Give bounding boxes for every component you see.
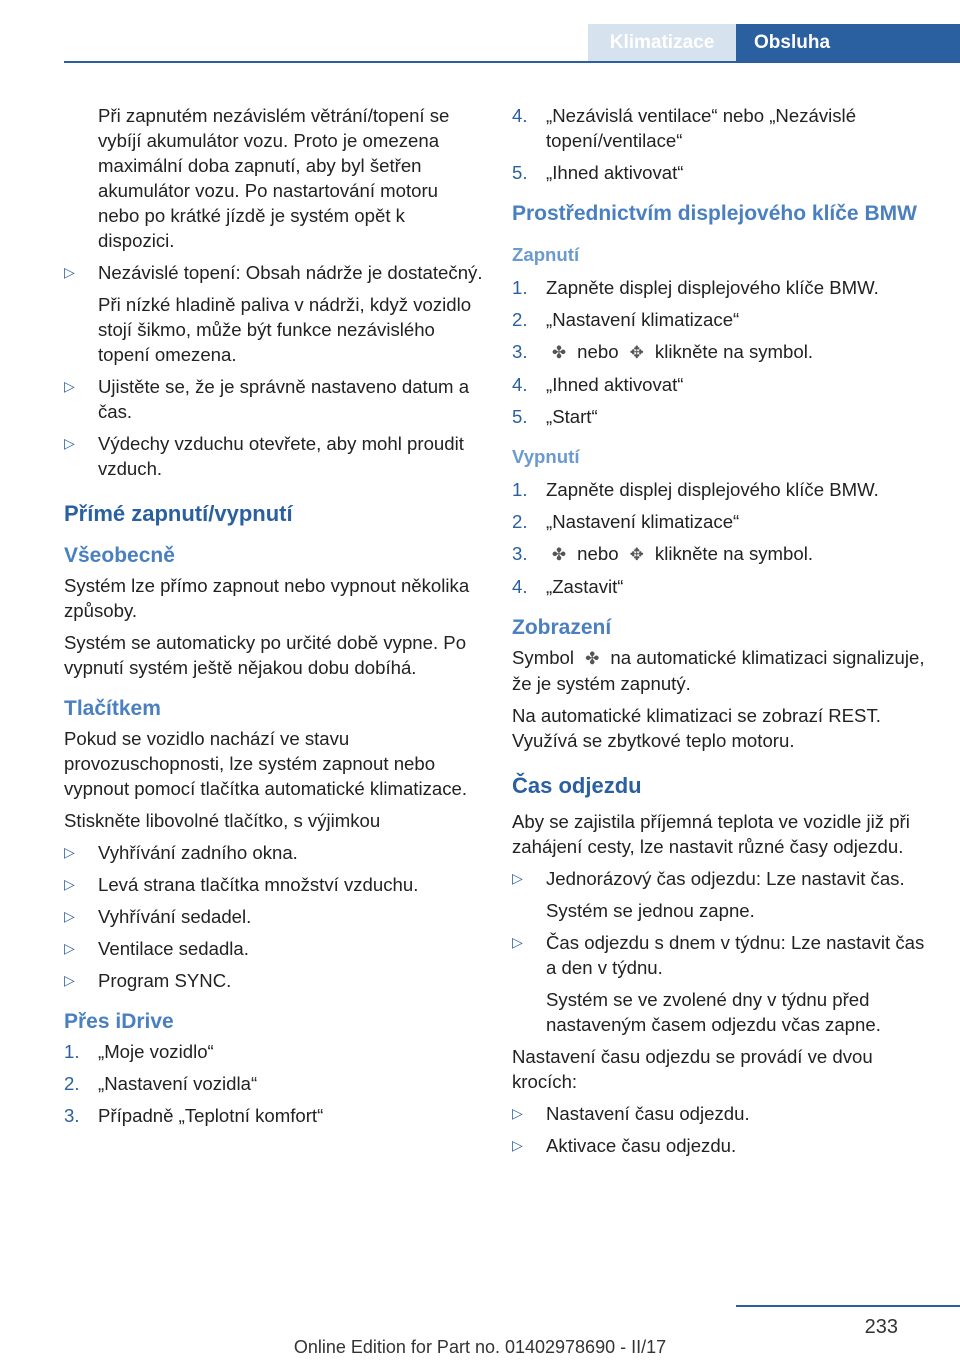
edition-footer: Online Edition for Part no. 01402978690 - II/17 bbox=[293, 1337, 667, 1357]
fan-heat-icon: ✥ bbox=[629, 343, 644, 362]
triangle-bullet-icon: ▷ bbox=[512, 1137, 523, 1153]
heading-idrive: Přes iDrive bbox=[64, 1010, 174, 1033]
triangle-bullet-icon: ▷ bbox=[64, 264, 75, 280]
off-step: 1. Zapněte displej displejového klíče BMW. bbox=[512, 479, 879, 500]
off-step: 3. ✤ nebo ✥ klikněte na symbol. bbox=[512, 541, 934, 567]
setting-step: ▷ Aktivace času odjezdu. bbox=[512, 1135, 737, 1156]
right-column bbox=[512, 103, 934, 1165]
exception-item: ▷ Vyhřívání sedadel. bbox=[64, 906, 252, 927]
on-step: 2. „Nastavení klimatizace“ bbox=[512, 309, 740, 330]
fan-heat-icon: ✥ bbox=[629, 545, 644, 564]
heading-switch-on: Zapnutí bbox=[512, 244, 580, 265]
prereq-bullet: ▷ Ujistěte se, že je správně nastaveno datum a čas. bbox=[64, 376, 470, 422]
button-paragraph: Stiskněte libovolné tlačítko, s výjimkou bbox=[64, 810, 381, 831]
departure-bullet: ▷ Jednorázový čas odjezdu: Lze nastavit čas. bbox=[512, 868, 905, 889]
general-paragraph: Systém se automaticky po určité době vypne. Po vypnutí systém ještě nějakou dobu dobíhá. bbox=[64, 632, 467, 678]
prereq-bullet: ▷ Výdechy vzduchu otevřete, aby mohl proudit vzduch. bbox=[64, 433, 464, 479]
on-step: 5. „Start“ bbox=[512, 406, 598, 427]
on-step: 4. „Ihned aktivovat“ bbox=[512, 374, 684, 395]
fan-icon: ✤ bbox=[551, 343, 567, 362]
on-step: 1. Zapněte displej displejového klíče BMW. bbox=[512, 277, 879, 298]
triangle-bullet-icon: ▷ bbox=[512, 934, 523, 950]
fan-icon: ✤ bbox=[551, 545, 567, 564]
heading-direct-switch: Přímé zapnutí/vypnutí bbox=[64, 501, 293, 526]
triangle-bullet-icon: ▷ bbox=[64, 378, 75, 394]
heading-button: Tlačítkem bbox=[64, 697, 161, 720]
intro-paragraph: Při zapnutém nezávislém větrání/topení se vybíjí akumulátor vozu. Proto je omezena maximální doba zapnutí, aby byl šetřen akumulátor vozu. Po nastartování motoru nebo po krátké jízdě je systém opět k dispozici. bbox=[98, 105, 450, 251]
display-paragraph: Symbol ✤ na automatické klimatizaci signalizuje, že je systém zapnutý. bbox=[512, 647, 925, 694]
triangle-bullet-icon: ▷ bbox=[64, 908, 75, 924]
general-paragraph: Systém lze přímo zapnout nebo vypnout několika způsoby. bbox=[64, 575, 470, 621]
off-step: 4. „Zastavit“ bbox=[512, 576, 624, 597]
idrive-step: 1. „Moje vozidlo“ bbox=[64, 1041, 214, 1062]
departure-bullet: ▷ Čas odjezdu s dnem v týdnu: Lze nastavit čas a den v týdnu. bbox=[512, 932, 925, 978]
setting-step: ▷ Nastavení času odjezdu. bbox=[512, 1103, 750, 1124]
fan-icon: ✤ bbox=[585, 649, 600, 668]
heading-switch-off: Vypnutí bbox=[512, 446, 580, 467]
triangle-bullet-icon: ▷ bbox=[512, 1105, 523, 1121]
setting-paragraph: Nastavení času odjezdu se provádí ve dvou krocích: bbox=[512, 1046, 873, 1092]
triangle-bullet-icon: ▷ bbox=[64, 876, 75, 892]
on-step: 3. ✤ nebo ✥ klikněte na symbol. bbox=[512, 339, 934, 365]
idrive-step: 3. Případně „Teplotní komfort“ bbox=[64, 1105, 324, 1126]
triangle-bullet-icon: ▷ bbox=[64, 844, 75, 860]
left-column bbox=[64, 103, 484, 1135]
bullet-subtext: Systém se ve zvolené dny v týdnu před nastaveným časem odjezdu včas zapne. bbox=[546, 989, 881, 1035]
heading-display-key: Prostřednictvím displejového klíče BMW bbox=[512, 202, 917, 225]
display-paragraph: Na automatické klimatizaci se zobrazí REST. Využívá se zbytkové teplo motoru. bbox=[512, 705, 881, 751]
triangle-bullet-icon: ▷ bbox=[64, 435, 75, 451]
idrive-step: 2. „Nastavení vozidla“ bbox=[64, 1073, 258, 1094]
heading-display: Zobrazení bbox=[512, 616, 612, 639]
button-paragraph: Pokud se vozidlo nachází ve stavu provozuschopnosti, lze systém zapnout nebo vypnout pomocí tlačítka automatické klimatizace. bbox=[64, 728, 468, 799]
triangle-bullet-icon: ▷ bbox=[512, 870, 523, 886]
heading-departure-time: Čas odjezdu bbox=[512, 773, 642, 798]
bullet-subtext: Při nízké hladině paliva v nádrži, když vozidlo stojí šikmo, může být funkce nezávislého topení omezena. bbox=[98, 294, 472, 365]
idrive-step: 5. „Ihned aktivovat“ bbox=[512, 162, 684, 183]
prereq-bullet: ▷ Nezávislé topení: Obsah nádrže je dostatečný. bbox=[64, 262, 483, 283]
exception-item: ▷ Levá strana tlačítka množství vzduchu. bbox=[64, 874, 419, 895]
idrive-step: 4. „Nezávislá ventilace“ nebo „Nezávislé topení/ventilace“ bbox=[512, 105, 857, 151]
header-rule bbox=[64, 61, 960, 63]
exception-item: ▷ Ventilace sedadla. bbox=[64, 938, 249, 959]
header-section-tab: Klimatizace bbox=[588, 24, 736, 62]
page-number: 233 bbox=[864, 1316, 898, 1338]
off-step: 2. „Nastavení klimatizace“ bbox=[512, 511, 740, 532]
departure-paragraph: Aby se zajistila příjemná teplota ve vozidle již při zahájení cesty, lze nastavit různé časy odjezdu. bbox=[512, 811, 910, 857]
exception-item: ▷ Program SYNC. bbox=[64, 970, 232, 991]
exception-item: ▷ Vyhřívání zadního okna. bbox=[64, 842, 298, 863]
bullet-subtext: Systém se jednou zapne. bbox=[546, 900, 755, 921]
header-chapter-tab: Obsluha bbox=[736, 24, 960, 62]
triangle-bullet-icon: ▷ bbox=[64, 972, 75, 988]
footer-rule bbox=[736, 1305, 960, 1307]
heading-general: Všeobecně bbox=[64, 544, 175, 567]
triangle-bullet-icon: ▷ bbox=[64, 940, 75, 956]
